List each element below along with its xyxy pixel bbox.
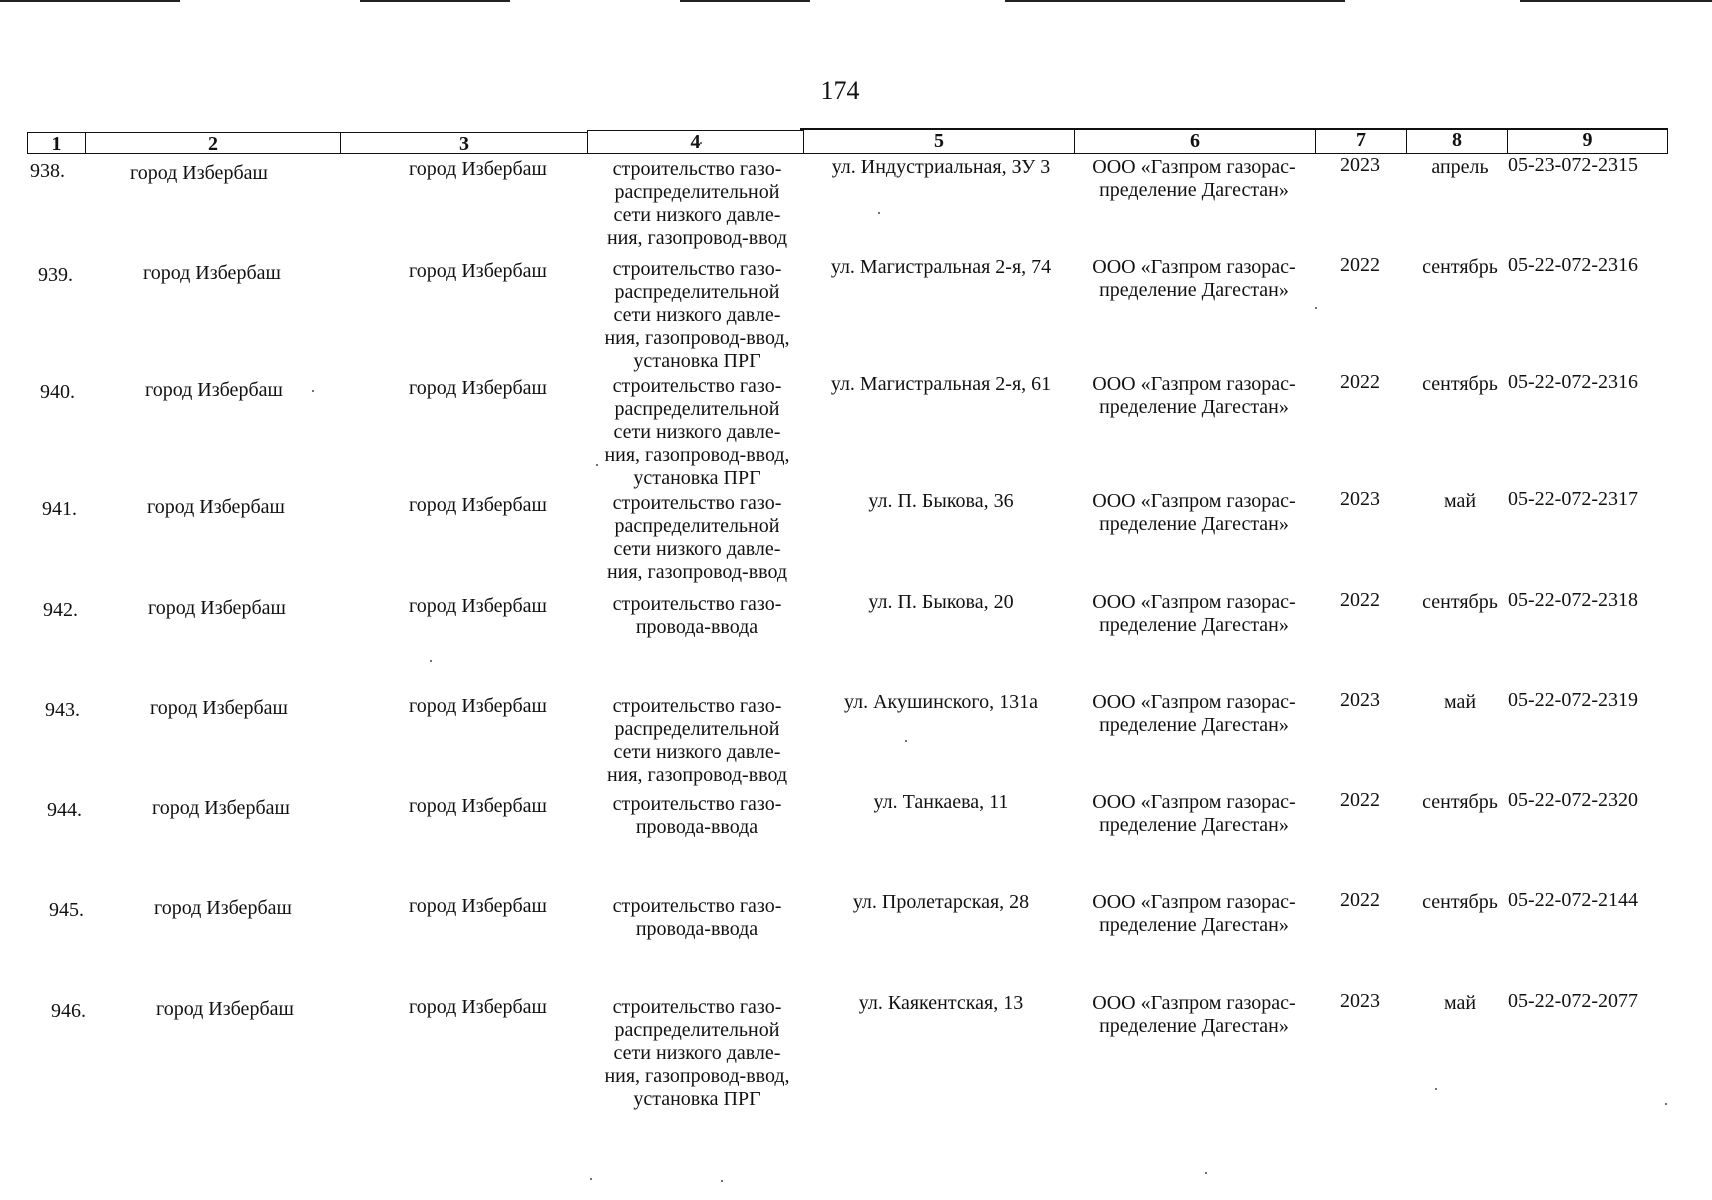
scan-speck — [1435, 1088, 1437, 1090]
header-col-8: 8 — [1406, 128, 1508, 154]
address: ул. П. Быкова, 36 — [868, 490, 1014, 512]
scan-edge-line — [1005, 0, 1345, 2]
month: сентябрь — [1422, 373, 1498, 395]
scan-edge-line — [680, 0, 810, 2]
project-code: 05-22-072-2320 — [1508, 789, 1638, 811]
month: май — [1443, 691, 1477, 713]
locality: город Избербаш — [409, 895, 547, 917]
address: ул. Акушинского, 131а — [844, 691, 1038, 713]
scan-speck — [721, 1180, 723, 1182]
locality: город Избербаш — [409, 996, 547, 1018]
locality: город Избербаш — [409, 260, 547, 282]
scan-speck — [700, 142, 702, 144]
month: сентябрь — [1422, 256, 1498, 278]
header-col-3: 3 — [340, 132, 588, 154]
scan-speck — [430, 660, 432, 662]
work-description: строительство газо- распределительной сети низкого давле- ния, газопровод-ввод — [606, 695, 788, 786]
organization: ООО «Газпром газорас- пределение Дагестан» — [1092, 591, 1296, 636]
scan-speck — [905, 740, 907, 742]
scan-speck — [878, 212, 880, 214]
address: ул. Пролетарская, 28 — [852, 891, 1030, 913]
row-number: 942. — [43, 599, 78, 621]
scan-speck — [1205, 1172, 1207, 1174]
locality: город Избербаш — [409, 158, 547, 180]
organization: ООО «Газпром газорас- пределение Дагестан» — [1092, 891, 1296, 936]
work-description: строительство газо- распределительной сети низкого давле- ния, газопровод-ввод — [606, 158, 788, 249]
row-number: 940. — [40, 381, 75, 403]
organization: ООО «Газпром газорас- пределение Дагестан» — [1092, 373, 1296, 418]
scan-speck — [1665, 1103, 1667, 1105]
year: 2022 — [1340, 254, 1380, 276]
month: май — [1443, 490, 1477, 512]
scan-edge-line — [0, 0, 180, 2]
project-code: 05-22-072-2317 — [1508, 488, 1638, 510]
address: ул. Магистральная 2-я, 74 — [830, 256, 1052, 278]
row-number: 943. — [45, 699, 80, 721]
scan-speck — [312, 390, 314, 392]
row-number: 944. — [47, 799, 82, 821]
header-col-2: 2 — [85, 132, 341, 154]
header-col-1: 1 — [27, 132, 86, 154]
organization: ООО «Газпром газорас- пределение Дагестан» — [1092, 992, 1296, 1037]
work-description: строительство газо- провода-ввода — [612, 793, 782, 838]
municipality: город Избербаш — [147, 496, 285, 518]
project-code: 05-23-072-2315 — [1508, 154, 1638, 176]
project-code: 05-22-072-2319 — [1508, 689, 1638, 711]
scan-speck — [596, 464, 598, 466]
municipality: город Избербаш — [143, 262, 281, 284]
month: сентябрь — [1422, 791, 1498, 813]
year: 2022 — [1340, 371, 1380, 393]
page-number: 174 — [820, 76, 860, 105]
scan-edge-line — [1520, 0, 1712, 2]
header-col-4: 4 — [587, 130, 804, 154]
header-col-7: 7 — [1315, 128, 1407, 154]
year: 2023 — [1340, 488, 1380, 510]
address: ул. Индустриальная, ЗУ 3 — [831, 156, 1051, 178]
organization: ООО «Газпром газорас- пределение Дагестан» — [1092, 156, 1296, 201]
work-description: строительство газо- распределительной сети низкого давле- ния, газопровод-ввод — [606, 492, 788, 583]
scan-speck — [1315, 307, 1317, 309]
work-description: строительство газо- провода-ввода — [612, 593, 782, 638]
month: сентябрь — [1422, 591, 1498, 613]
row-number: 941. — [42, 498, 77, 520]
row-number: 939. — [38, 264, 73, 286]
municipality: город Избербаш — [145, 379, 283, 401]
project-code: 05-22-072-2144 — [1508, 889, 1638, 911]
project-code: 05-22-072-2316 — [1508, 371, 1638, 393]
locality: город Избербаш — [409, 377, 547, 399]
locality: город Избербаш — [409, 695, 547, 717]
work-description: строительство газо- провода-ввода — [612, 895, 782, 940]
row-number: 946. — [51, 1000, 86, 1022]
municipality: город Избербаш — [156, 998, 294, 1020]
locality: город Избербаш — [409, 595, 547, 617]
project-code: 05-22-072-2318 — [1508, 589, 1638, 611]
municipality: город Избербаш — [150, 697, 288, 719]
municipality: город Избербаш — [130, 162, 268, 184]
month: апрель — [1431, 156, 1489, 178]
work-description: строительство газо- распределительной сети низкого давле- ния, газопровод-ввод, установка ПРГ — [604, 258, 790, 372]
year: 2022 — [1340, 589, 1380, 611]
month: сентябрь — [1422, 891, 1498, 913]
municipality: город Избербаш — [152, 797, 290, 819]
organization: ООО «Газпром газорас- пределение Дагестан» — [1092, 791, 1296, 836]
municipality: город Избербаш — [154, 897, 292, 919]
municipality: город Избербаш — [148, 597, 286, 619]
header-col-9: 9 — [1507, 128, 1668, 154]
work-description: строительство газо- распределительной сети низкого давле- ния, газопровод-ввод, установка ПРГ — [604, 996, 790, 1110]
address: ул. Танкаева, 11 — [873, 791, 1009, 813]
header-col-5: 5 — [803, 129, 1075, 154]
year: 2023 — [1340, 689, 1380, 711]
locality: город Избербаш — [409, 795, 547, 817]
organization: ООО «Газпром газорас- пределение Дагестан» — [1092, 691, 1296, 736]
address: ул. Магистральная 2-я, 61 — [830, 373, 1052, 395]
year: 2023 — [1340, 990, 1380, 1012]
year: 2022 — [1340, 889, 1380, 911]
work-description: строительство газо- распределительной сети низкого давле- ния, газопровод-ввод, установка ПРГ — [604, 375, 790, 489]
scan-speck — [590, 1178, 592, 1180]
row-number: 945. — [49, 899, 84, 921]
locality: город Избербаш — [409, 494, 547, 516]
project-code: 05-22-072-2316 — [1508, 254, 1638, 276]
row-number: 938. — [30, 160, 65, 182]
year: 2023 — [1340, 154, 1380, 176]
project-code: 05-22-072-2077 — [1508, 990, 1638, 1012]
scan-edge-line — [360, 0, 510, 2]
header-col-6: 6 — [1074, 129, 1316, 154]
year: 2022 — [1340, 789, 1380, 811]
month: май — [1443, 992, 1477, 1014]
address: ул. П. Быкова, 20 — [868, 591, 1014, 613]
address: ул. Каякентская, 13 — [858, 992, 1024, 1014]
organization: ООО «Газпром газорас- пределение Дагестан» — [1092, 256, 1296, 301]
organization: ООО «Газпром газорас- пределение Дагестан» — [1092, 490, 1296, 535]
